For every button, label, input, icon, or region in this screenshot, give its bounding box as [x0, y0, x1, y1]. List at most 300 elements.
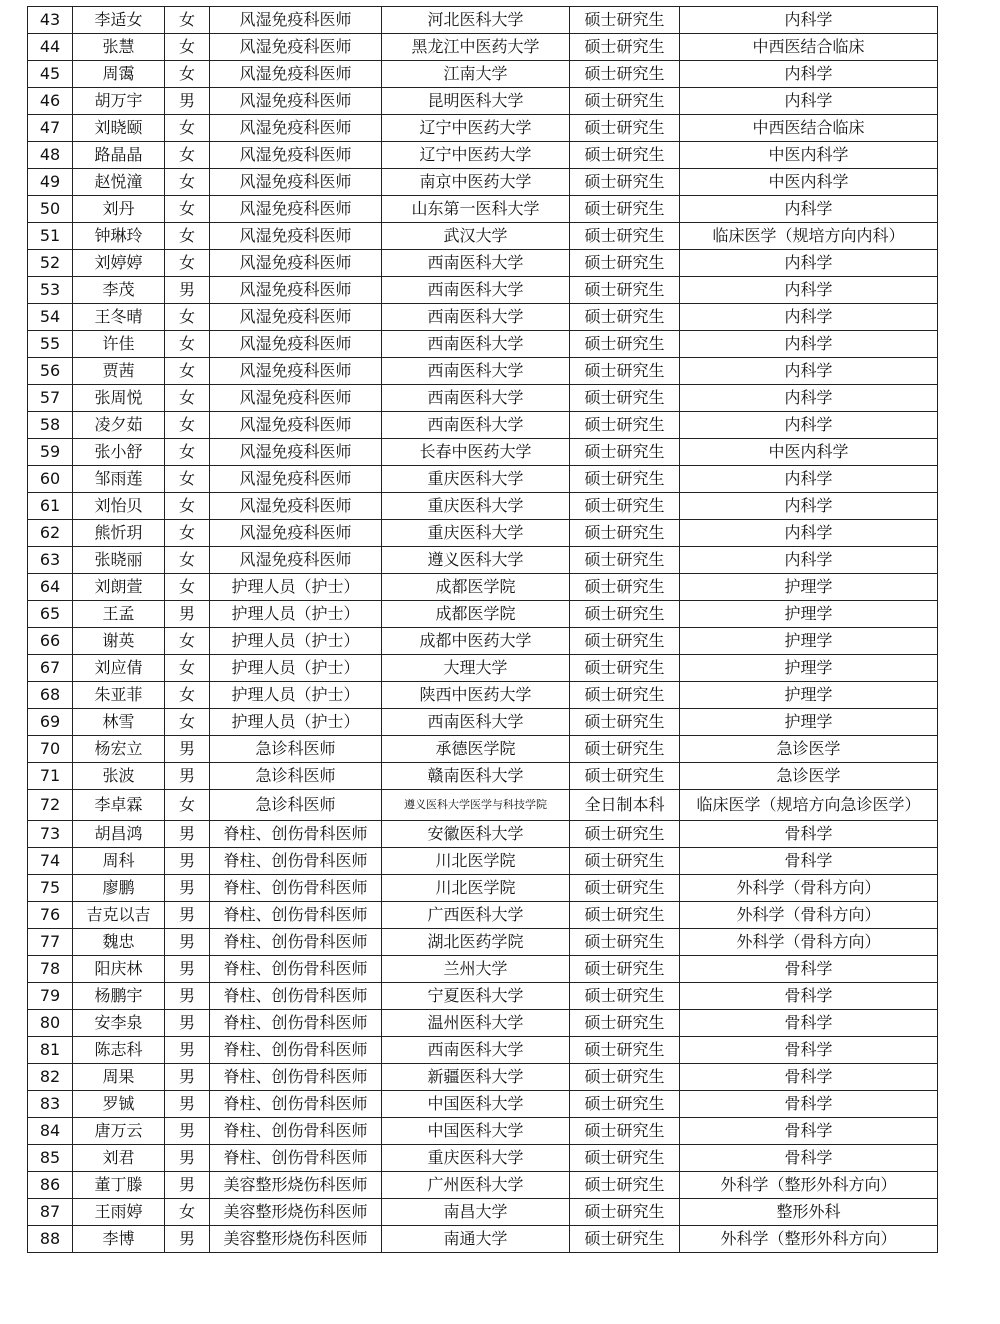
position-cell: 急诊科医师 [210, 763, 382, 790]
degree-cell: 硕士研究生 [570, 902, 680, 929]
gender-cell: 男 [165, 1037, 210, 1064]
school-cell: 昆明医科大学 [382, 88, 570, 115]
gender-cell: 女 [165, 223, 210, 250]
degree-cell: 硕士研究生 [570, 848, 680, 875]
gender-cell: 男 [165, 1145, 210, 1172]
school-cell: 川北医学院 [382, 875, 570, 902]
degree-cell: 硕士研究生 [570, 709, 680, 736]
degree-cell: 硕士研究生 [570, 466, 680, 493]
name-cell: 林雪 [73, 709, 165, 736]
row-number-cell: 59 [28, 439, 73, 466]
position-cell: 风湿免疫科医师 [210, 277, 382, 304]
major-cell: 外科学（整形外科方向） [680, 1172, 938, 1199]
major-cell: 护理学 [680, 628, 938, 655]
degree-cell: 硕士研究生 [570, 169, 680, 196]
table-row [28, 956, 938, 983]
name-cell: 李适女 [73, 7, 165, 34]
school-cell: 南京中医药大学 [382, 169, 570, 196]
row-number-cell: 58 [28, 412, 73, 439]
position-cell: 风湿免疫科医师 [210, 358, 382, 385]
name-cell: 罗铖 [73, 1091, 165, 1118]
table-row [28, 34, 938, 61]
degree-cell: 硕士研究生 [570, 875, 680, 902]
degree-cell: 硕士研究生 [570, 547, 680, 574]
row-number-cell: 68 [28, 682, 73, 709]
degree-cell: 硕士研究生 [570, 520, 680, 547]
row-number-cell: 69 [28, 709, 73, 736]
name-cell: 许佳 [73, 331, 165, 358]
degree-cell: 硕士研究生 [570, 929, 680, 956]
position-cell: 美容整形烧伤科医师 [210, 1172, 382, 1199]
table-row [28, 1226, 938, 1253]
position-cell: 脊柱、创伤骨科医师 [210, 848, 382, 875]
gender-cell: 男 [165, 1064, 210, 1091]
table-row [28, 277, 938, 304]
name-cell: 张小舒 [73, 439, 165, 466]
name-cell: 谢英 [73, 628, 165, 655]
table-row [28, 7, 938, 34]
row-number-cell: 49 [28, 169, 73, 196]
major-cell: 外科学（整形外科方向） [680, 1226, 938, 1253]
table-row [28, 1172, 938, 1199]
position-cell: 护理人员（护士） [210, 709, 382, 736]
table-row [28, 655, 938, 682]
degree-cell: 硕士研究生 [570, 115, 680, 142]
gender-cell: 女 [165, 142, 210, 169]
gender-cell: 女 [165, 790, 210, 821]
gender-cell: 女 [165, 385, 210, 412]
row-number-cell: 60 [28, 466, 73, 493]
name-cell: 张周悦 [73, 385, 165, 412]
gender-cell: 女 [165, 1199, 210, 1226]
name-cell: 唐万云 [73, 1118, 165, 1145]
row-number-cell: 80 [28, 1010, 73, 1037]
gender-cell: 女 [165, 169, 210, 196]
school-cell: 西南医科大学 [382, 277, 570, 304]
name-cell: 周果 [73, 1064, 165, 1091]
gender-cell: 男 [165, 1172, 210, 1199]
school-cell: 大理大学 [382, 655, 570, 682]
gender-cell: 男 [165, 821, 210, 848]
position-cell: 护理人员（护士） [210, 628, 382, 655]
row-number-cell: 73 [28, 821, 73, 848]
degree-cell: 硕士研究生 [570, 574, 680, 601]
row-number-cell: 64 [28, 574, 73, 601]
table-row [28, 821, 938, 848]
table-row [28, 628, 938, 655]
table-body [28, 7, 938, 1253]
row-number-cell: 74 [28, 848, 73, 875]
name-cell: 刘应倩 [73, 655, 165, 682]
school-cell: 遵义医科大学 [382, 547, 570, 574]
table-row [28, 412, 938, 439]
position-cell: 脊柱、创伤骨科医师 [210, 875, 382, 902]
table-row [28, 115, 938, 142]
school-cell: 温州医科大学 [382, 1010, 570, 1037]
name-cell: 廖鹏 [73, 875, 165, 902]
table-row [28, 1010, 938, 1037]
table-row [28, 682, 938, 709]
gender-cell: 男 [165, 763, 210, 790]
row-number-cell: 46 [28, 88, 73, 115]
position-cell: 护理人员（护士） [210, 574, 382, 601]
major-cell: 护理学 [680, 682, 938, 709]
degree-cell: 硕士研究生 [570, 763, 680, 790]
table-row [28, 983, 938, 1010]
gender-cell: 女 [165, 250, 210, 277]
degree-cell: 硕士研究生 [570, 223, 680, 250]
table-row [28, 875, 938, 902]
gender-cell: 女 [165, 574, 210, 601]
position-cell: 风湿免疫科医师 [210, 142, 382, 169]
degree-cell: 硕士研究生 [570, 88, 680, 115]
major-cell: 临床医学（规培方向急诊医学） [680, 790, 938, 821]
name-cell: 熊忻玥 [73, 520, 165, 547]
table-row [28, 331, 938, 358]
major-cell: 中医内科学 [680, 439, 938, 466]
table-row [28, 763, 938, 790]
major-cell: 护理学 [680, 574, 938, 601]
table-row [28, 1145, 938, 1172]
gender-cell: 女 [165, 682, 210, 709]
gender-cell: 男 [165, 929, 210, 956]
table-row [28, 169, 938, 196]
row-number-cell: 50 [28, 196, 73, 223]
degree-cell: 硕士研究生 [570, 439, 680, 466]
name-cell: 胡万宇 [73, 88, 165, 115]
school-cell: 西南医科大学 [382, 412, 570, 439]
school-cell: 广西医科大学 [382, 902, 570, 929]
major-cell: 护理学 [680, 601, 938, 628]
row-number-cell: 56 [28, 358, 73, 385]
major-cell: 内科学 [680, 466, 938, 493]
major-cell: 中医内科学 [680, 169, 938, 196]
school-cell: 兰州大学 [382, 956, 570, 983]
gender-cell: 女 [165, 304, 210, 331]
gender-cell: 女 [165, 709, 210, 736]
name-cell: 贾茜 [73, 358, 165, 385]
major-cell: 骨科学 [680, 848, 938, 875]
major-cell: 内科学 [680, 520, 938, 547]
gender-cell: 男 [165, 902, 210, 929]
major-cell: 骨科学 [680, 1091, 938, 1118]
position-cell: 风湿免疫科医师 [210, 34, 382, 61]
major-cell: 内科学 [680, 250, 938, 277]
row-number-cell: 72 [28, 790, 73, 821]
row-number-cell: 54 [28, 304, 73, 331]
school-cell: 辽宁中医药大学 [382, 115, 570, 142]
row-number-cell: 61 [28, 493, 73, 520]
school-cell: 西南医科大学 [382, 709, 570, 736]
school-cell: 遵义医科大学医学与科技学院 [382, 790, 570, 821]
major-cell: 骨科学 [680, 821, 938, 848]
row-number-cell: 83 [28, 1091, 73, 1118]
table-row [28, 385, 938, 412]
school-cell: 武汉大学 [382, 223, 570, 250]
gender-cell: 女 [165, 7, 210, 34]
table-row [28, 902, 938, 929]
major-cell: 临床医学（规培方向内科） [680, 223, 938, 250]
degree-cell: 硕士研究生 [570, 493, 680, 520]
gender-cell: 男 [165, 88, 210, 115]
row-number-cell: 88 [28, 1226, 73, 1253]
name-cell: 张波 [73, 763, 165, 790]
major-cell: 内科学 [680, 412, 938, 439]
name-cell: 胡昌鸿 [73, 821, 165, 848]
position-cell: 脊柱、创伤骨科医师 [210, 929, 382, 956]
row-number-cell: 75 [28, 875, 73, 902]
position-cell: 风湿免疫科医师 [210, 520, 382, 547]
position-cell: 风湿免疫科医师 [210, 169, 382, 196]
degree-cell: 硕士研究生 [570, 412, 680, 439]
name-cell: 李博 [73, 1226, 165, 1253]
school-cell: 湖北医药学院 [382, 929, 570, 956]
gender-cell: 女 [165, 493, 210, 520]
name-cell: 张晓丽 [73, 547, 165, 574]
row-number-cell: 43 [28, 7, 73, 34]
name-cell: 李茂 [73, 277, 165, 304]
degree-cell: 硕士研究生 [570, 304, 680, 331]
gender-cell: 女 [165, 358, 210, 385]
name-cell: 董丁滕 [73, 1172, 165, 1199]
major-cell: 内科学 [680, 385, 938, 412]
gender-cell: 女 [165, 412, 210, 439]
table-row [28, 1064, 938, 1091]
degree-cell: 硕士研究生 [570, 1091, 680, 1118]
table-row [28, 358, 938, 385]
gender-cell: 女 [165, 628, 210, 655]
school-cell: 西南医科大学 [382, 331, 570, 358]
row-number-cell: 44 [28, 34, 73, 61]
position-cell: 风湿免疫科医师 [210, 88, 382, 115]
school-cell: 西南医科大学 [382, 250, 570, 277]
gender-cell: 女 [165, 466, 210, 493]
gender-cell: 男 [165, 736, 210, 763]
name-cell: 王孟 [73, 601, 165, 628]
school-cell: 承德医学院 [382, 736, 570, 763]
gender-cell: 男 [165, 277, 210, 304]
school-cell: 新疆医科大学 [382, 1064, 570, 1091]
position-cell: 风湿免疫科医师 [210, 466, 382, 493]
name-cell: 刘丹 [73, 196, 165, 223]
school-cell: 成都医学院 [382, 574, 570, 601]
degree-cell: 硕士研究生 [570, 601, 680, 628]
degree-cell: 硕士研究生 [570, 736, 680, 763]
table-row [28, 1118, 938, 1145]
table-row [28, 547, 938, 574]
degree-cell: 硕士研究生 [570, 1037, 680, 1064]
major-cell: 外科学（骨科方向） [680, 902, 938, 929]
school-cell: 重庆医科大学 [382, 466, 570, 493]
position-cell: 风湿免疫科医师 [210, 223, 382, 250]
table-row [28, 142, 938, 169]
major-cell: 急诊医学 [680, 763, 938, 790]
position-cell: 脊柱、创伤骨科医师 [210, 821, 382, 848]
major-cell: 内科学 [680, 7, 938, 34]
table-row [28, 709, 938, 736]
row-number-cell: 78 [28, 956, 73, 983]
position-cell: 脊柱、创伤骨科医师 [210, 1037, 382, 1064]
degree-cell: 硕士研究生 [570, 331, 680, 358]
position-cell: 风湿免疫科医师 [210, 115, 382, 142]
name-cell: 刘怡贝 [73, 493, 165, 520]
table-row [28, 790, 938, 821]
table-row [28, 574, 938, 601]
name-cell: 陈志科 [73, 1037, 165, 1064]
degree-cell: 硕士研究生 [570, 1010, 680, 1037]
gender-cell: 女 [165, 115, 210, 142]
major-cell: 骨科学 [680, 1145, 938, 1172]
position-cell: 风湿免疫科医师 [210, 196, 382, 223]
table-row [28, 439, 938, 466]
table-row [28, 601, 938, 628]
row-number-cell: 76 [28, 902, 73, 929]
school-cell: 河北医科大学 [382, 7, 570, 34]
school-cell: 陕西中医药大学 [382, 682, 570, 709]
gender-cell: 女 [165, 34, 210, 61]
position-cell: 脊柱、创伤骨科医师 [210, 983, 382, 1010]
degree-cell: 硕士研究生 [570, 1172, 680, 1199]
row-number-cell: 87 [28, 1199, 73, 1226]
major-cell: 中医内科学 [680, 142, 938, 169]
degree-cell: 硕士研究生 [570, 1199, 680, 1226]
school-cell: 川北医学院 [382, 848, 570, 875]
school-cell: 长春中医药大学 [382, 439, 570, 466]
table-row [28, 304, 938, 331]
major-cell: 中西医结合临床 [680, 34, 938, 61]
degree-cell: 硕士研究生 [570, 1118, 680, 1145]
gender-cell: 男 [165, 875, 210, 902]
position-cell: 急诊科医师 [210, 790, 382, 821]
gender-cell: 男 [165, 956, 210, 983]
major-cell: 外科学（骨科方向） [680, 875, 938, 902]
row-number-cell: 53 [28, 277, 73, 304]
name-cell: 杨宏立 [73, 736, 165, 763]
name-cell: 赵悦潼 [73, 169, 165, 196]
name-cell: 路晶晶 [73, 142, 165, 169]
major-cell: 内科学 [680, 547, 938, 574]
gender-cell: 男 [165, 601, 210, 628]
degree-cell: 硕士研究生 [570, 250, 680, 277]
name-cell: 安李泉 [73, 1010, 165, 1037]
table-row [28, 848, 938, 875]
major-cell: 外科学（骨科方向） [680, 929, 938, 956]
position-cell: 脊柱、创伤骨科医师 [210, 1091, 382, 1118]
position-cell: 风湿免疫科医师 [210, 439, 382, 466]
gender-cell: 男 [165, 1010, 210, 1037]
table-row [28, 196, 938, 223]
major-cell: 护理学 [680, 655, 938, 682]
degree-cell: 硕士研究生 [570, 385, 680, 412]
position-cell: 脊柱、创伤骨科医师 [210, 902, 382, 929]
major-cell: 内科学 [680, 358, 938, 385]
name-cell: 周科 [73, 848, 165, 875]
position-cell: 脊柱、创伤骨科医师 [210, 956, 382, 983]
name-cell: 朱亚菲 [73, 682, 165, 709]
position-cell: 脊柱、创伤骨科医师 [210, 1064, 382, 1091]
major-cell: 骨科学 [680, 1010, 938, 1037]
row-number-cell: 47 [28, 115, 73, 142]
name-cell: 阳庆林 [73, 956, 165, 983]
name-cell: 魏忠 [73, 929, 165, 956]
position-cell: 风湿免疫科医师 [210, 547, 382, 574]
row-number-cell: 62 [28, 520, 73, 547]
row-number-cell: 84 [28, 1118, 73, 1145]
degree-cell: 硕士研究生 [570, 1226, 680, 1253]
name-cell: 钟琳玲 [73, 223, 165, 250]
row-number-cell: 86 [28, 1172, 73, 1199]
row-number-cell: 48 [28, 142, 73, 169]
degree-cell: 硕士研究生 [570, 277, 680, 304]
school-cell: 安徽医科大学 [382, 821, 570, 848]
row-number-cell: 71 [28, 763, 73, 790]
gender-cell: 男 [165, 848, 210, 875]
position-cell: 风湿免疫科医师 [210, 385, 382, 412]
position-cell: 风湿免疫科医师 [210, 250, 382, 277]
degree-cell: 硕士研究生 [570, 983, 680, 1010]
degree-cell: 硕士研究生 [570, 7, 680, 34]
name-cell: 杨鹏宇 [73, 983, 165, 1010]
row-number-cell: 67 [28, 655, 73, 682]
row-number-cell: 52 [28, 250, 73, 277]
row-number-cell: 70 [28, 736, 73, 763]
position-cell: 风湿免疫科医师 [210, 331, 382, 358]
degree-cell: 硕士研究生 [570, 956, 680, 983]
gender-cell: 女 [165, 439, 210, 466]
row-number-cell: 57 [28, 385, 73, 412]
name-cell: 刘君 [73, 1145, 165, 1172]
major-cell: 整形外科 [680, 1199, 938, 1226]
row-number-cell: 81 [28, 1037, 73, 1064]
position-cell: 急诊科医师 [210, 736, 382, 763]
gender-cell: 女 [165, 655, 210, 682]
school-cell: 西南医科大学 [382, 358, 570, 385]
school-cell: 成都中医药大学 [382, 628, 570, 655]
position-cell: 护理人员（护士） [210, 682, 382, 709]
table-row [28, 1199, 938, 1226]
gender-cell: 女 [165, 196, 210, 223]
name-cell: 凌夕茹 [73, 412, 165, 439]
school-cell: 成都医学院 [382, 601, 570, 628]
position-cell: 护理人员（护士） [210, 601, 382, 628]
position-cell: 风湿免疫科医师 [210, 493, 382, 520]
row-number-cell: 65 [28, 601, 73, 628]
name-cell: 李卓霖 [73, 790, 165, 821]
name-cell: 邹雨莲 [73, 466, 165, 493]
school-cell: 西南医科大学 [382, 385, 570, 412]
degree-cell: 硕士研究生 [570, 142, 680, 169]
school-cell: 广州医科大学 [382, 1172, 570, 1199]
gender-cell: 男 [165, 983, 210, 1010]
position-cell: 风湿免疫科医师 [210, 7, 382, 34]
table-row [28, 61, 938, 88]
position-cell: 美容整形烧伤科医师 [210, 1226, 382, 1253]
table-row [28, 520, 938, 547]
position-cell: 美容整形烧伤科医师 [210, 1199, 382, 1226]
row-number-cell: 66 [28, 628, 73, 655]
school-cell: 西南医科大学 [382, 1037, 570, 1064]
school-cell: 重庆医科大学 [382, 1145, 570, 1172]
gender-cell: 女 [165, 547, 210, 574]
degree-cell: 全日制本科 [570, 790, 680, 821]
table-row [28, 88, 938, 115]
major-cell: 内科学 [680, 277, 938, 304]
name-cell: 刘婷婷 [73, 250, 165, 277]
row-number-cell: 77 [28, 929, 73, 956]
recruitment-table [27, 6, 938, 1253]
table-row [28, 736, 938, 763]
row-number-cell: 45 [28, 61, 73, 88]
